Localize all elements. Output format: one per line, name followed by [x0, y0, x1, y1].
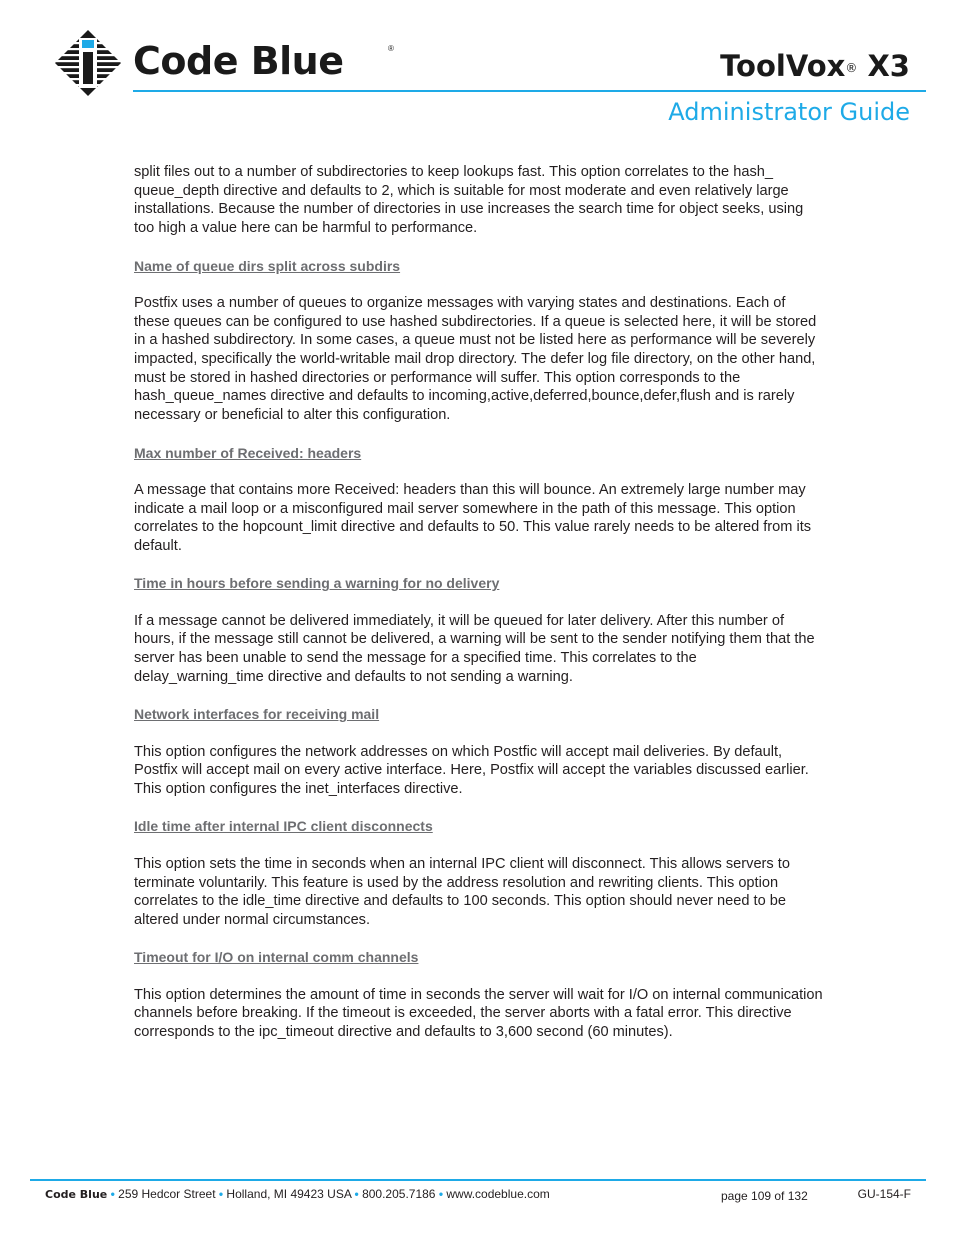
- section-body: This option configures the network addresses on which Postfic will accept mail deliveries. By default, Postfix will accept mail on every active interface. Here, Postfix will accept the variables discussed earlier. This option configures the inet_interfaces directive.: [134, 743, 809, 798]
- logo-wordmark: Code Blue: [133, 39, 344, 83]
- document-id: GU-154-F: [857, 1187, 911, 1201]
- footer-phone: 800.205.7186: [362, 1187, 436, 1201]
- footer-website[interactable]: www.codeblue.com: [446, 1187, 550, 1201]
- page-number: page 109 of 132: [721, 1189, 808, 1203]
- section-heading: Max number of Received: headers: [134, 444, 362, 461]
- section-heading: Idle time after internal IPC client disconnects: [134, 818, 433, 835]
- product-title: [720, 48, 910, 84]
- section-heading: Time in hours before sending a warning for no delivery: [134, 575, 500, 592]
- footer-divider: [30, 1179, 926, 1181]
- footer-separator: •: [438, 1187, 444, 1201]
- section-body: This option determines the amount of time in seconds the server will wait for I/O on internal communication channels before breaking. If the timeout is exceeded, the server aborts with a fatal error. This directive corresponds to the ipc_timeout directive and defaults to 3,600 second (60 minutes).: [134, 986, 823, 1041]
- logo-registered-mark: ®: [388, 44, 394, 53]
- product-registered-mark: ®: [845, 61, 858, 75]
- section-heading: Network interfaces for receiving mail: [134, 706, 380, 723]
- footer-separator: •: [354, 1187, 359, 1201]
- footer-city: Holland, MI 49423 USA: [226, 1187, 352, 1201]
- code-blue-logo-icon: [55, 30, 121, 96]
- document-subtitle: Administrator Guide: [668, 98, 910, 126]
- intro-paragraph: split files out to a number of subdirectories to keep lookups fast. This option correlates to the hash_ queue_depth directive and defaults to 2, which is suitable for most moderate and even relatively large installations. Because the number of directories in use increases the search time for object seeks, using too high a value here can be harmful to performance.: [134, 164, 804, 237]
- section-body: A message that contains more Received: headers than this will bounce. An extremely large number may indicate a mail loop or a misconfigured mail server somewhere in the path of this message. This option correlates to the hopcount_limit directive and defaults to 50. This value rarely needs to be altered from its default.: [134, 481, 812, 554]
- section-body: Postfix uses a number of queues to organize messages with varying states and destinations. Each of these queues can be configured to use hashed subdirectories. If a queue is selected here, it will be stored in a hashed subdirectory. In some cases, a queue must not be listed here as performance will be severely impacted, specifically the world-writable mail drop directory. The defer log file directory, on the other hand, must be stored in hashed directories or performance will suffer. This option corresponds to the hash_queue_names directive and defaults to incoming,active,deferred,bounce,defer,flush and is rarely necessary or beneficial to alter this configuration.: [134, 294, 817, 424]
- section-body: If a message cannot be delivered immediately, it will be queued for later delivery. After this number of hours, if the message still cannot be delivered, a warning will be sent to the sender notifying them that the server has been unable to send the message for a specified time. This correlates to the delay_warning_time directive and defaults to not sending a warning.: [134, 612, 815, 685]
- section-heading: Name of queue dirs split across subdirs: [134, 257, 401, 274]
- footer-brand: Code Blue: [45, 1188, 108, 1201]
- footer-address: 259 Hedcor Street: [118, 1187, 216, 1201]
- page-footer: [45, 1186, 911, 1203]
- product-suffix: X3: [867, 49, 910, 83]
- header-divider: [133, 90, 926, 92]
- product-name: ToolVox: [720, 49, 846, 83]
- page-content: [134, 163, 824, 1061]
- section-body: This option sets the time in seconds when an internal IPC client will disconnect. This allows servers to terminate voluntarily. This feature is used by the address resolution and rewriting clients. This option correlates to the idle_time directive and defaults to 100 seconds. This option should never need to be altered under normal circumstances.: [134, 855, 790, 928]
- section-heading: Timeout for I/O on internal comm channels: [134, 949, 419, 966]
- footer-separator: •: [110, 1187, 115, 1201]
- footer-separator: •: [218, 1187, 224, 1201]
